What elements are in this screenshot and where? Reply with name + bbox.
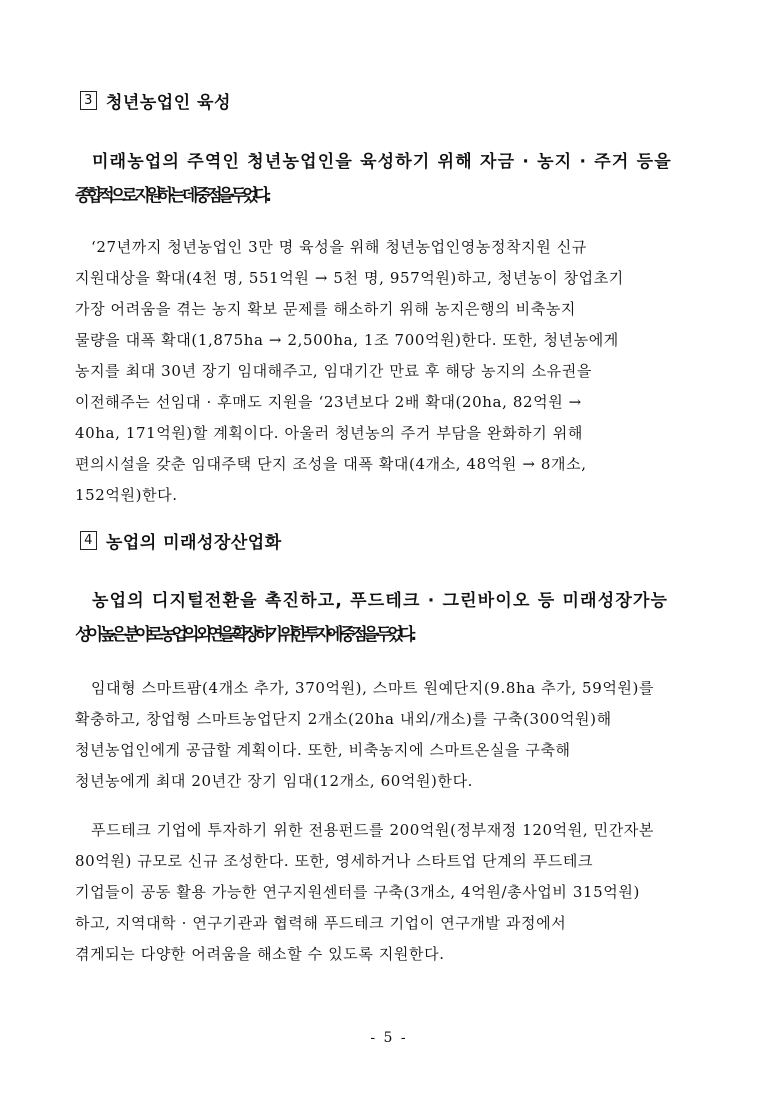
body-line: 40ha, 171억원)할 계획이다. 아울러 청년농의 주거 부담을 완화하기 위해 [75,424,583,442]
body-line: 80억원) 규모로 신규 조성한다. 또한, 영세하거나 스타트업 단계의 푸드테크 [75,852,594,870]
section-3-heading [80,88,231,113]
body-line: 지원대상을 확대(4천 명, 551억원 → 5천 명, 957억원)하고, 청년농이 창업초기 [75,269,624,287]
body-line: 편의시설을 갖춘 임대주택 단지 조성을 대폭 확대(4개소, 48억원 → 8개소, [75,455,587,473]
body-line: 청년농업인에게 공급할 계획이다. 또한, 비축농지에 스마트온실을 구축해 [75,741,571,759]
section-number-box: 3 [80,91,97,110]
page-number: - 5 - [370,1030,408,1046]
summary-line: 농업의 디지털전환을 촉진하고, 푸드테크 · 그린바이오 등 미래성장가능 [92,591,669,611]
body-line: 확충하고, 창업형 스마트농업단지 2개소(20ha 내외/개소)를 구축(300억원)해 [75,710,612,728]
section-3-summary [75,145,706,213]
section-3-body [75,232,707,511]
body-line: 임대형 스마트팜(4개소 추가, 370억원), 스마트 원예단지(9.8ha 추가, 59억원)를 [91,679,655,697]
summary-line: 종합적으로 지원하는 데 중점을 두었다. [75,186,268,206]
section-number-box: 4 [80,531,97,550]
summary-line: 미래농업의 주역인 청년농업인을 육성하기 위해 자금 · 농지 · 주거 등을 [92,152,672,172]
body-line: 농지를 최대 30년 장기 임대해주고, 임대기간 만료 후 해당 농지의 소유권을 [75,362,592,380]
body-line: 겪게되는 다양한 어려움을 해소할 수 있도록 지원한다. [75,945,445,963]
body-line: 기업들이 공동 활용 가능한 연구지원센터를 구축(3개소, 4억원/총사업비 315억원) [75,883,640,901]
section-title: 농업의 미래성장산업화 [106,533,282,553]
body-line: 청년농에게 최대 20년간 장기 임대(12개소, 60억원)한다. [75,772,474,790]
section-4-heading [80,528,282,553]
section-4-summary [75,584,706,652]
body-line: 이전해주는 선임대 · 후매도 지원을 ‘23년보다 2배 확대(20ha, 82억원 → [75,393,582,411]
section-title: 청년농업인 육성 [106,93,231,113]
body-line: ‘27년까지 청년농업인 3만 명 육성을 위해 청년농업인영농정착지원 신규 [91,238,587,256]
body-line: 물량을 대폭 확대(1,875ha → 2,500ha, 1조 700억원)한다. 또한, 청년농에게 [75,331,619,349]
section-4-paragraph-1 [75,673,707,797]
body-line: 가장 어려움을 겪는 농지 확보 문제를 해소하기 위해 농지은행의 비축농지 [75,300,577,318]
summary-line: 성이 높은 분야로 농업의 외연을 확장하기 위한 투자에 중점을 두었다. [75,625,413,645]
section-4-paragraph-2 [75,815,707,970]
body-line: 푸드테크 기업에 투자하기 위한 전용펀드를 200억원(정부재정 120억원, 민간자본 [91,821,654,839]
body-line: 152억원)한다. [75,486,178,504]
body-line: 하고, 지역대학 · 연구기관과 협력해 푸드테크 기업이 연구개발 과정에서 [75,914,567,932]
